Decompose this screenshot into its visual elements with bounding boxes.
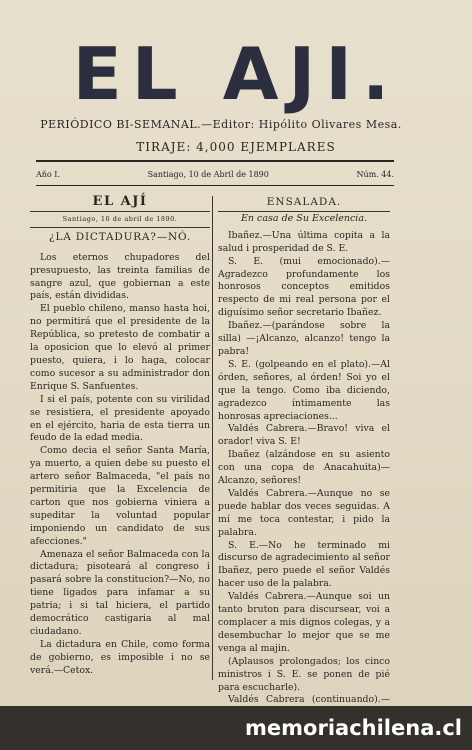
header-rule-bottom	[36, 185, 394, 186]
issue-year: Año I.	[36, 170, 60, 179]
paragraph: S. E.—No he terminado mi discurso de agradecimiento al señor Ibañez, pero puede el señor Valdés hacer uso de la palabra.	[218, 539, 390, 590]
paragraph: Como decia el señor Santa María, ya muerto, a quien debe su puesto el artero señor Balmaceda, "el país no permitiria que la Excelencia de carton que nos gobierna viniera a supeditar la voluntad popular imponiendo un candidato de sus afecciones."	[30, 445, 210, 547]
paragraph: Amenaza el señor Balmaceda con la dictadura; pisoteará al congreso i pasará sobre la constitucion?—No, no tiene ligados para infamar a su patria; i si tal hiciera, el partido democrático castigaria al mal ciudadano.	[30, 548, 210, 637]
paragraph: Ibañez.—Una última copita a la salud i prosperidad de S. E.	[218, 229, 390, 254]
left-column	[30, 196, 210, 678]
right-column	[218, 196, 390, 720]
article-headline: ¿LA DICTADURA?—NÓ.	[49, 230, 191, 243]
issue-line	[36, 170, 394, 179]
paragraph: La dictadura en Chile, como forma de gobierno, es imposible i no se verá.—Cetox.	[30, 638, 210, 676]
publication-subline: PERIÓDICO BI-SEMANAL.—Editor: Hipólito Olivares Mesa.	[40, 118, 402, 131]
paragraph: Ibañez (alzándose en su asiento con una copa de Anacahuita)—Alcanzo, señores!	[218, 449, 390, 487]
watermark-text[interactable]: memoriachilena.cl	[245, 716, 462, 740]
paragraph: S. E. (mui emocionado).—Agradezco profundamente los honrosos conceptos emitidos respecto de mi real persona por el diguísimo señor secretario Ibañez.	[218, 255, 390, 319]
paragraph: Valdés Cabrera.—Bravo! viva el orador! viva S. E!	[218, 423, 390, 448]
right-section-title: ENSALADA.	[266, 196, 342, 208]
paragraph: Valdés Cabrera.—Aunque soi un tanto bruton para discursear, voi a complacer a mis dignos colegas, y a desembuchar lo mejor que se me venga al majin.	[218, 591, 390, 654]
column-divider	[212, 196, 213, 680]
paragraph: Valdés Cabrera.—Aunque no se puede hablar dos veces seguidas. A mí me toca contestar, i pido la palabra.	[218, 487, 390, 538]
issue-number: Núm. 44.	[356, 170, 394, 179]
paragraph: Valdés Cabrera (continuando).—	[228, 694, 390, 706]
paragraph: S. E. (golpeando en el plato).—Al órden, señores, al órden! Soi yo el que la tengo. Como iba diciendo, agradezco íntimamente las honrosas apreciaciones...	[218, 358, 390, 422]
left-section-title: EL AJÍ	[92, 194, 148, 209]
masthead-title: EL AJI.	[72, 32, 400, 116]
header-rule-top	[36, 160, 394, 162]
paragraph: Ibañez.—(parándose sobre la silla) —¡Alcanzo, alcanzo! tengo la pabra!	[218, 320, 390, 357]
watermark-bar	[0, 706, 472, 750]
issue-date: Santiago, 10 de Abril de 1890	[147, 170, 269, 179]
left-dateline: Santiago, 10 de abril de 1890.	[30, 211, 210, 228]
paragraph: El pueblo chileno, manso hasta hoi, no permitirá que el presidente de la República, so pretesto de combatir a la oposicion que lo elevó al primer puesto, quiera, i lo haga, colocar como sucesor a su administrador don Enrique S. Sanfuentes.	[30, 303, 210, 392]
paragraph: I si el país, potente con su virilidad se resistiera, el presidente apoyado en el ejército, haria de esta tierra un feudo de la edad media.	[30, 393, 210, 444]
right-subhead: En casa de Su Excelencia.	[218, 211, 390, 226]
paragraph: Los eternos chupadores del presupuesto, las treinta familias de sangre azul, que gobiernan a este país, están divididas.	[30, 251, 210, 302]
paragraph: (Aplausos prolongados; los cinco ministros i S. E. se ponen de pié para escucharle).	[218, 655, 390, 693]
circulation-line: TIRAJE: 4,000 EJEMPLARES	[136, 140, 336, 154]
